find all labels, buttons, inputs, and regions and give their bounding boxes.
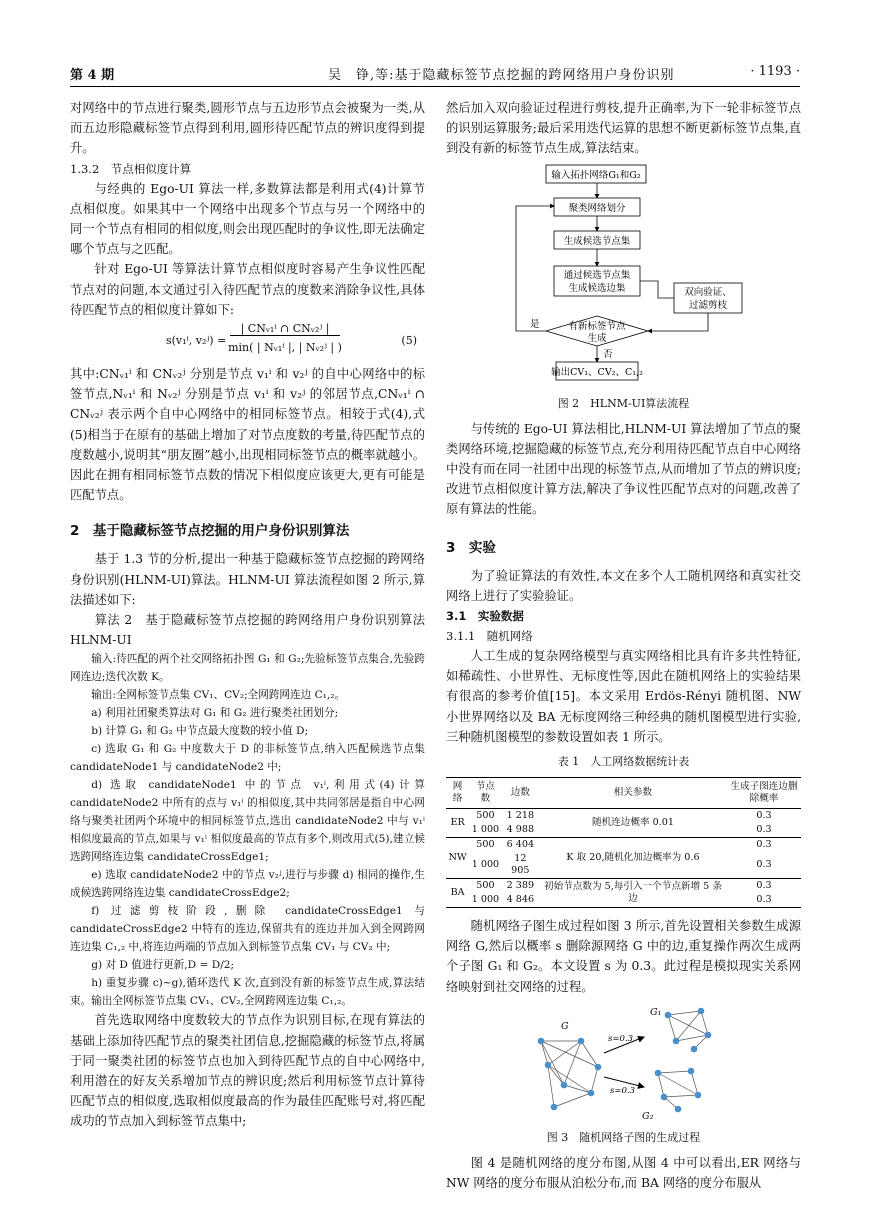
label-g2: G₂ xyxy=(642,1110,654,1122)
table-header: 网络 xyxy=(446,778,469,809)
header-rule xyxy=(70,86,800,87)
algorithm-step-g: g) 对 D 值进行更新,D = D/2; xyxy=(91,959,235,972)
label-g: G xyxy=(561,1020,569,1032)
flow-decision-label-2: 生成 xyxy=(587,332,607,344)
table-row xyxy=(446,879,801,894)
source-network-g xyxy=(541,1041,598,1107)
paragraph: 对网络中的节点进行聚类,圆形节点与五边形节点会被聚为一类,从而五边形隐藏标签节点得到利用,圆形待匹配节点的辨识度得到提升。 xyxy=(70,101,425,156)
table-cell: 4 846 xyxy=(502,893,539,908)
label-s-top: s=0.3 xyxy=(608,1033,634,1044)
formula-lhs: s(v₁ⁱ, v₂ʲ) = xyxy=(166,334,227,348)
running-header xyxy=(70,64,800,84)
right-column xyxy=(446,98,801,1193)
running-title: 吴 铮,等:基于隐藏标签节点挖掘的跨网络用户身份识别 xyxy=(328,68,675,83)
flow-yes-label: 是 xyxy=(530,318,540,330)
formula-numerator: | CNᵥ₁ⁱ ∩ CNᵥ₂ʲ | xyxy=(230,322,340,336)
table-cell: 12 905 xyxy=(511,853,530,877)
algorithm-step-a: a) 利用社团聚类算法对 G₁ 和 G₂ 进行聚类社团划分; xyxy=(91,707,339,720)
table-cell: 1 000 xyxy=(471,859,500,871)
flow-candidate-edge-label-2: 生成候选边集 xyxy=(568,282,626,294)
section-heading-1-3-2: 1.3.2 节点相似度计算 xyxy=(70,161,192,176)
paragraph: 与经典的 Ego-UI 算法一样,多数算法都是利用式(4)计算节点相似度。如果其中一个网络中出现多个节点与另一个网络中的同一个节点有相同的相似度,则会出现匹配时的争议性,即无法确定哪个节点与之匹配。 xyxy=(70,181,425,257)
paragraph: 为了验证算法的有效性,本文在多个人工随机网络和真实社交网络上进行了实验验证。 xyxy=(446,568,801,603)
issue-number: 第 4 期 xyxy=(70,68,115,83)
flow-cluster-label: 聚类网络划分 xyxy=(568,202,626,214)
label-s-bottom: s=0.3 xyxy=(610,1085,636,1096)
table-cell: BA xyxy=(446,879,469,908)
algorithm-step-h: h) 重复步骤 c)~g),循环迭代 K 次,直到没有新的标签节点生成,算法结束。输出全网标签节点集 CV₁、CV₂,全网跨网连边集 C₁,₂。 xyxy=(70,977,425,1008)
paragraph: 图 4 是随机网络的度分布图,从图 4 中可以看出,ER 网络与 NW 网络的度分布服从泊松分布,而 BA 网络的度分布服从 xyxy=(446,1155,801,1191)
paragraph: 基于 1.3 节的分析,提出一种基于隐藏标签节点挖掘的跨网络身份识别(HLNM-UI)算法。HLNM-UI 算法流程如图 2 所示,算法描述如下: xyxy=(70,552,425,607)
table-cell: 0.3 xyxy=(756,859,772,871)
paragraph: 算法 2 基于隐藏标签节点挖掘的跨网络用户身份识别算法 HLNM-UI xyxy=(70,613,425,648)
table-cell: 6 404 xyxy=(502,838,539,853)
table-header: 边数 xyxy=(502,778,539,809)
table-cell: 2 389 xyxy=(502,879,539,894)
left-column xyxy=(70,98,425,1132)
table-cell: 0.3 xyxy=(756,824,772,836)
table-row xyxy=(446,838,801,853)
flowchart-figure xyxy=(446,163,801,391)
table-cell: 500 xyxy=(469,838,502,853)
section-heading-3: 3 实验 xyxy=(446,539,496,556)
table-cell: K 取 20,随机化加边概率为 0.6 xyxy=(539,838,727,879)
table-cell: 随机连边概率 0.01 xyxy=(591,817,674,829)
table-cell: ER xyxy=(450,817,465,829)
section-heading-3-1-1: 3.1.1 随机网络 xyxy=(446,629,533,644)
table-row xyxy=(446,809,801,824)
table-header: 相关参数 xyxy=(539,778,727,809)
table-cell: 初始节点数为 5,每引入一个节点新增 5 条边 xyxy=(539,879,727,908)
algorithm-step-b: b) 计算 G₁ 和 G₂ 中节点最大度数的较小值 D; xyxy=(91,725,309,738)
table-cell: 0.3 xyxy=(727,893,801,908)
algorithm-step-d: d) 选取 candidateNode1 中的节点 v₁ⁱ,利用式(4)计算 candidateNode2 中所有的点与 v₁ⁱ 的相似度,其中共同邻居是指自中心网络与聚类社团两个环境中的相同标签节点,选出 candidateNode2 中与 v₁ⁱ 相似度最高的节点,如果与 v₁ⁱ 相似度最高的节点有多个,则改用式(5),建立候选跨网络连边集 candidateCrossEdge1; xyxy=(70,779,425,864)
subgraph-generation-figure xyxy=(446,1005,801,1125)
flow-candidate-edge-label-1: 通过候选节点集 xyxy=(563,269,631,281)
algorithm-output: 输出:全网标签节点集 CV₁、CV₂;全网跨网连边 C₁,₂。 xyxy=(91,689,346,702)
formula-number: (5) xyxy=(401,334,417,348)
flow-candidate-node-label: 生成候选节点集 xyxy=(563,235,631,247)
paragraph: 其中:CNᵥ₁ⁱ 和 CNᵥ₂ʲ 分别是节点 v₁ⁱ 和 v₂ʲ 的自中心网络中的标签节点,Nᵥ₁ⁱ 和 Nᵥ₂ʲ 分别是节点 v₁ⁱ 和 v₂ʲ 的邻居节点,CNᵥ₁ⁱ ∩ CNᵥ₂ʲ 表示两个自中心网络中的相同标签节点。相较于式(4),式(5)相当于在原有的基础上增加了对节点度数的考量,待匹配节点的度数越小,说明其“朋友圈”越小,出现相同标签节点的概率就越小。因此在拥有相同标签节点数的情况下相似度应该更大,更有可能是匹配节点。 xyxy=(70,367,425,503)
formula-denominator: min( | Nᵥ₁ⁱ |, | Nᵥ₂ʲ | ) xyxy=(228,341,342,355)
figure-2-caption: 图 2 HLNM-UI算法流程 xyxy=(557,396,690,410)
algorithm-step-e: e) 选取 candidateNode2 中的节点 v₂ʲ,进行与步骤 d) 相同的操作,生成候选跨网络连边集 candidateCrossEdge2; xyxy=(70,869,425,900)
table-cell: 0.3 xyxy=(727,879,801,894)
figure-3-caption: 图 3 随机网络子图的生成过程 xyxy=(546,1130,701,1144)
paragraph: 然后加入双向验证过程进行剪枝,提升正确率,为下一轮非标签节点的识别运算服务;最后采用迭代运算的思想不断更新标签节点集,直到没有新的标签节点生成,算法结束。 xyxy=(446,101,801,156)
label-g1: G₁ xyxy=(650,1006,662,1018)
network-statistics-table xyxy=(446,777,801,908)
algorithm-step-c: c) 选取 G₁ 和 G₂ 中度数大于 D 的非标签节点,纳入匹配候选节点集 candidateNode1 与 candidateNode2 中; xyxy=(70,743,425,774)
paragraph: 与传统的 Ego-UI 算法相比,HLNM-UI 算法增加了节点的聚类网络环境,挖掘隐藏的标签节点,充分利用待匹配节点自中心网络中没有而在同一社团中出现的标签节点,从而增加了节点的辨识度;改进节点相似度计算方法,解决了争议性匹配节点对的问题,改善了原有算法的性能。 xyxy=(446,421,801,517)
table-header: 生成子图连边删除概率 xyxy=(727,778,801,809)
section-heading-2: 2 基于隐藏标签节点挖掘的用户身份识别算法 xyxy=(70,523,350,540)
table-cell: 1 000 xyxy=(471,824,500,836)
flow-output-label: 输出CV₁、CV₂、C₁,₂ xyxy=(551,366,643,378)
table-cell: 4 988 xyxy=(506,824,535,836)
table-cell: 0.3 xyxy=(727,838,801,853)
section-heading-3-1: 3.1 实验数据 xyxy=(446,609,524,624)
algorithm-step-f: f) 过滤剪枝阶段,删除 candidateCrossEdge1 与 candidateCrossEdge2 中特有的连边,保留共有的连边并加入到全网跨网连边集 C₁,₂ 中,将连边两端的节点加入到标签节点集 CV₁ 与 CV₂ 中; xyxy=(70,905,425,954)
table-1-caption: 表 1 人工网络数据统计表 xyxy=(557,755,690,769)
flow-decision-label-1: 有新标签节点 xyxy=(568,320,626,332)
algorithm-input: 输入:待匹配的两个社交网络拓扑图 G₁ 和 G₂;先验标签节点集合,先验跨网连边;迭代次数 K。 xyxy=(70,653,425,684)
flow-verify-label-1: 双向验证、 xyxy=(684,286,732,298)
flow-no-label: 否 xyxy=(603,348,613,360)
table-cell: NW xyxy=(446,838,469,879)
table-cell: 0.3 xyxy=(756,810,772,822)
table-cell: 500 xyxy=(476,810,495,822)
table-cell: 500 xyxy=(469,879,502,894)
paragraph: 针对 Ego-UI 等算法计算节点相似度时容易产生争议性匹配节点对的问题,本文通过引入待匹配节点的度数来消除争议性,具体待匹配节点的相似度计算如下: xyxy=(70,262,425,317)
equation-5 xyxy=(70,322,425,362)
table-cell: 1 000 xyxy=(469,893,502,908)
table-header: 节点数 xyxy=(469,778,502,809)
paragraph: 人工生成的复杂网络模型与真实网络相比具有许多共性特征,如稀疏性、小世界性、无标度性等,因此在随机网络上的实验结果有很高的参考价值[15]。本文采用 Erdös-Rényi 随机图、NW 小世界网络以及 BA 无标度网络三种经典的随机图模型进行实验,三种随机图模型的参数设置如表 1 所示。 xyxy=(446,649,801,744)
paragraph: 随机网络子图生成过程如图 3 所示,首先设置相关参数生成源网络 G,然后以概率 s 删除源网络 G 中的边,重复操作两次生成两个子图 G₁ 和 G₂。本文设置 s 为 0.3。此过程是模拟现实关系网络映射到社交网络的过程。 xyxy=(446,919,801,994)
table-cell: 1 218 xyxy=(506,810,535,822)
subgraph-g2 xyxy=(658,1071,698,1109)
flow-verify-label-2: 过滤剪枝 xyxy=(688,299,728,311)
page-number: · 1193 · xyxy=(750,64,800,79)
flow-input-label: 输入拓扑网络G₁和G₂ xyxy=(551,169,641,181)
paragraph: 首先选取网络中度数较大的节点作为识别目标,在现有算法的基础上添加待匹配节点的聚类社团信息,挖掘隐藏的标签节点,将属于同一聚类社团的标签节点也加入到待匹配节点的自中心网络中,利用潜在的好友关系增加节点的辨识度;然后利用标签节点计算待匹配节点的相似度,选取相似度最高的作为最佳匹配账号对,将匹配成功的节点加入到标签节点集中; xyxy=(70,1013,425,1129)
